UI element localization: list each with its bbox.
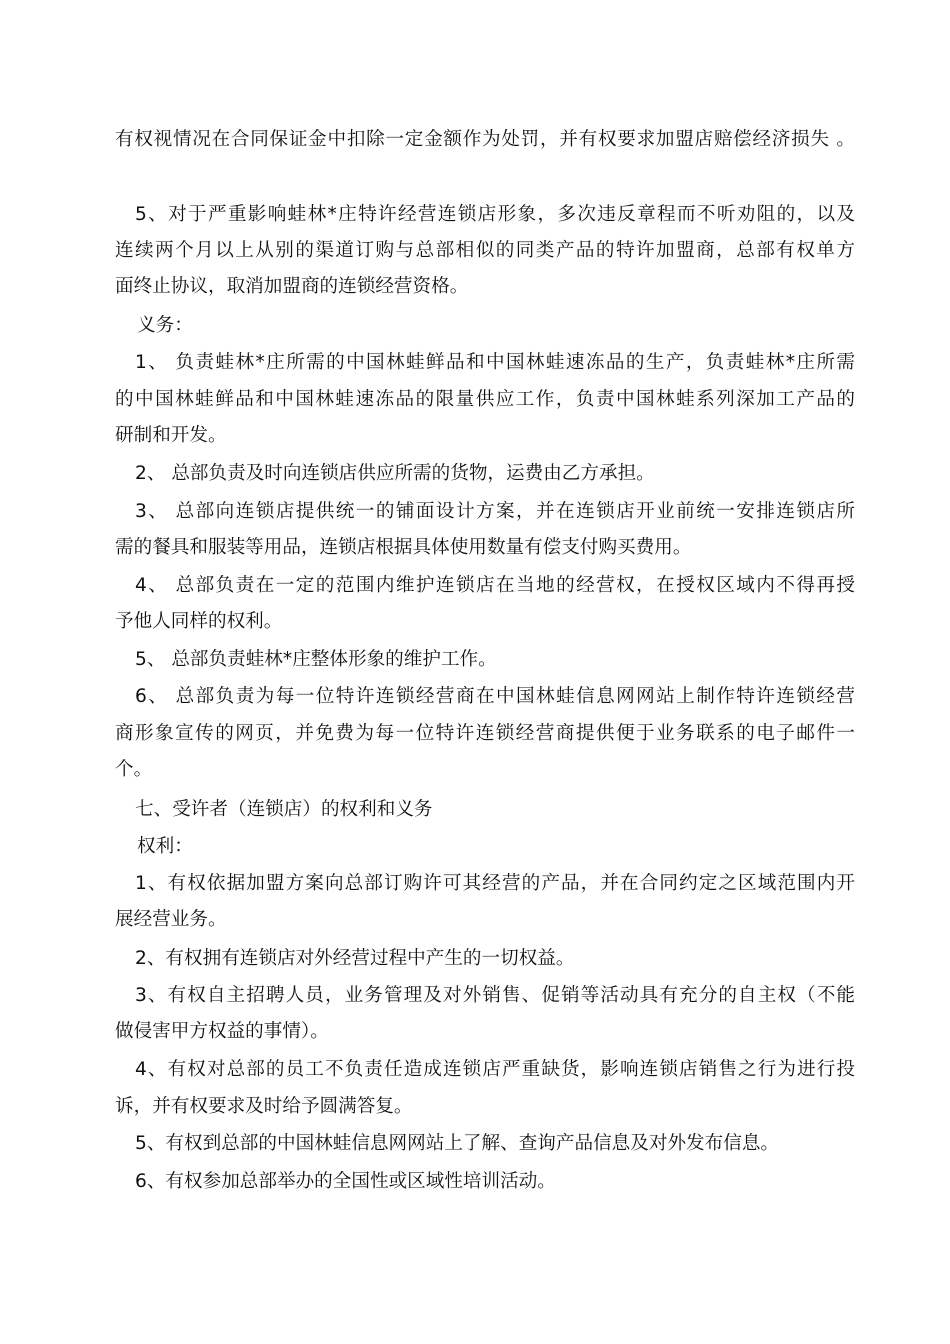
text-line: 6、 总部负责为每一位特许连锁经营商在中国林蛙信息网网站上制作特许连锁经营 bbox=[135, 686, 855, 707]
text-line: 研制和开发。 bbox=[115, 425, 227, 446]
section-heading-obligations: 义务： bbox=[137, 315, 193, 336]
text-line: 2、 总部负责及时向连锁店供应所需的货物，运费由乙方承担。 bbox=[135, 463, 655, 484]
text-line: 展经营业务。 bbox=[115, 909, 227, 930]
text-line: 2、有权拥有连锁店对外经营过程中产生的一切权益。 bbox=[135, 948, 575, 969]
text-line: 的中国林蛙鲜品和中国林蛙速冻品的限量供应工作，负责中国林蛙系列深加工产品的 bbox=[115, 389, 855, 410]
text-line: 4、有权对总部的员工不负责任造成连锁店严重缺货，影响连锁店销售之行为进行投 bbox=[135, 1059, 855, 1080]
text-line: 需的餐具和服装等用品，连锁店根据具体使用数量有偿支付购买费用。 bbox=[115, 537, 692, 558]
text-line: 3、有权自主招聘人员，业务管理及对外销售、促销等活动具有充分的自主权（不能 bbox=[135, 985, 855, 1006]
section-heading-licensee: 七、受许者（连锁店）的权利和义务 bbox=[135, 799, 433, 820]
text-line: 诉，并有权要求及时给予圆满答复。 bbox=[115, 1096, 413, 1117]
text-line: 做侵害甲方权益的事情）。 bbox=[115, 1021, 329, 1042]
text-line: 商形象宣传的网页，并免费为每一位特许连锁经营商提供便于业务联系的电子邮件一 bbox=[115, 723, 855, 744]
text-line: 3、 总部向连锁店提供统一的铺面设计方案，并在连锁店开业前统一安排连锁店所 bbox=[135, 501, 855, 522]
text-line: 5、 总部负责蛙林*庄整体形象的维护工作。 bbox=[135, 649, 497, 670]
text-line: 6、有权参加总部举办的全国性或区域性培训活动。 bbox=[135, 1171, 556, 1192]
text-line: 5、有权到总部的中国林蛙信息网网站上了解、查询产品信息及对外发布信息。 bbox=[135, 1133, 780, 1154]
text-line: 有权视情况在合同保证金中扣除一定金额作为处罚，并有权要求加盟店赔偿经济损失 。 bbox=[115, 129, 855, 150]
text-line: 4、 总部负责在一定的范围内维护连锁店在当地的经营权，在授权区域内不得再授 bbox=[135, 575, 855, 596]
text-line: 5、对于严重影响蛙林*庄特许经营连锁店形象，多次违反章程而不听劝阻的，以及 bbox=[135, 204, 855, 225]
text-line: 面终止协议，取消加盟商的连锁经营资格。 bbox=[115, 276, 469, 297]
text-line: 1、有权依据加盟方案向总部订购许可其经营的产品，并在合同约定之区域范围内开 bbox=[135, 873, 855, 894]
text-line: 予他人同样的权利。 bbox=[115, 611, 283, 632]
text-line: 连续两个月以上从别的渠道订购与总部相似的同类产品的特许加盟商，总部有权单方 bbox=[115, 240, 855, 261]
text-line: 1、 负责蛙林*庄所需的中国林蛙鲜品和中国林蛙速冻品的生产，负责蛙林*庄所需 bbox=[135, 352, 855, 373]
section-heading-rights: 权利： bbox=[137, 836, 193, 857]
text-line: 个。 bbox=[115, 759, 153, 780]
